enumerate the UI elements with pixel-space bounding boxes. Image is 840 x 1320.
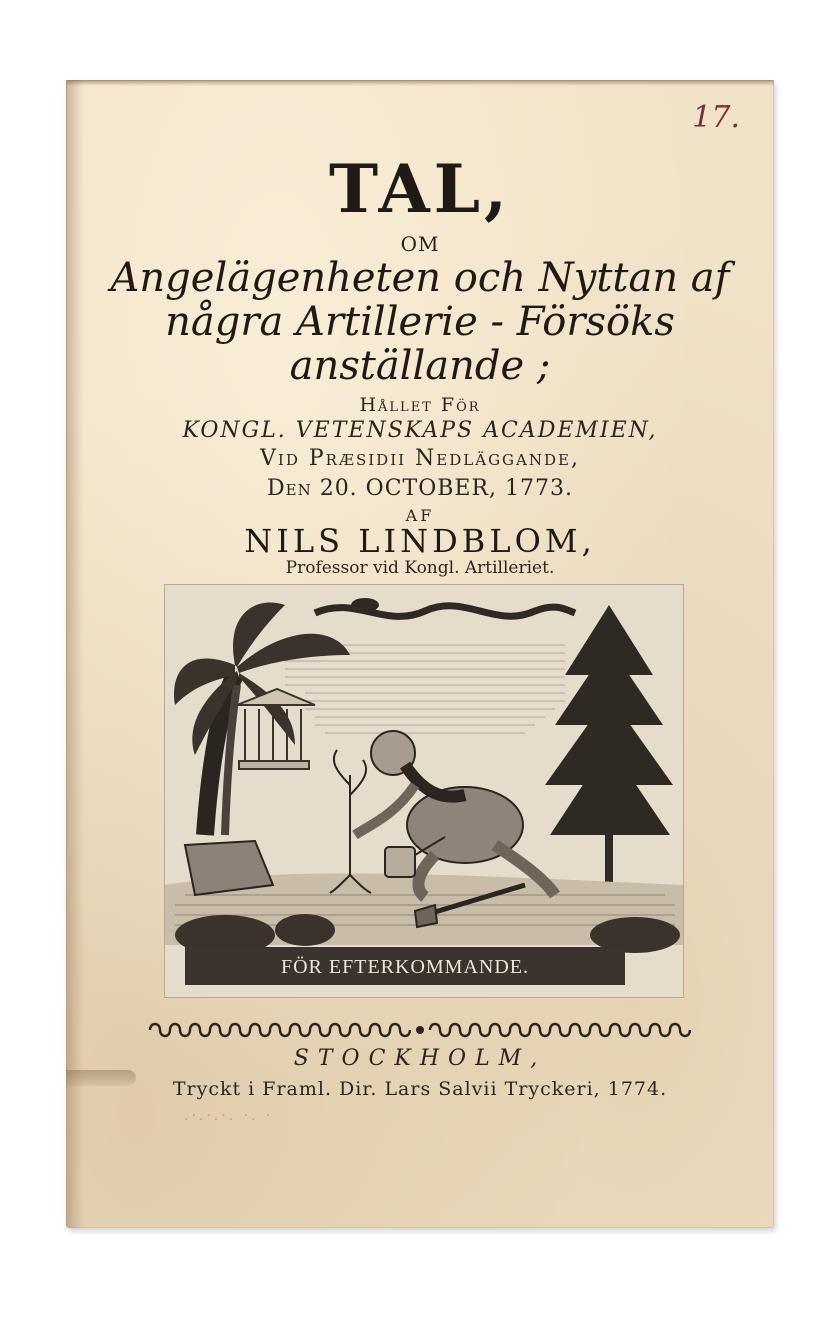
faded-stamp: .·.·.·. ·. ·: [184, 1108, 274, 1124]
subtitle-line-2: några Artillerie - Försöks: [165, 299, 675, 345]
main-title: TAL,: [328, 150, 512, 228]
om-line: OM: [400, 232, 440, 256]
ornamental-rule: [146, 1018, 694, 1042]
place-line: STOCKHOLM,: [293, 1046, 547, 1071]
af-line: AF: [405, 506, 435, 525]
engraving-motto: FÖR EFTERKOMMANDE.: [280, 956, 530, 978]
page-top-edge: [66, 80, 774, 86]
subtitle-line-3: anställande ;: [289, 343, 551, 389]
vid-line: Vid Præsidii Nedläggande,: [260, 446, 580, 471]
author-name: NILS LINDBLOM,: [244, 522, 596, 560]
date-line: Den 20. OCTOBER, 1773.: [266, 476, 574, 501]
title-page: [66, 80, 774, 1228]
handwritten-number: 17.: [692, 100, 740, 135]
subtitle-line-1: Angelägenheten och Nyttan af: [110, 255, 730, 301]
printer-line: Tryckt i Framl. Dir. Lars Salvii Tryckeri, 1774.: [172, 1078, 668, 1100]
author-title: Professor vid Kongl. Artilleriet.: [285, 558, 555, 578]
academy-line: KONGL. VETENSKAPS ACADEMIEN,: [182, 418, 658, 443]
engraving-vignette: [164, 584, 684, 998]
hallet-line: Hållet För: [359, 394, 481, 416]
